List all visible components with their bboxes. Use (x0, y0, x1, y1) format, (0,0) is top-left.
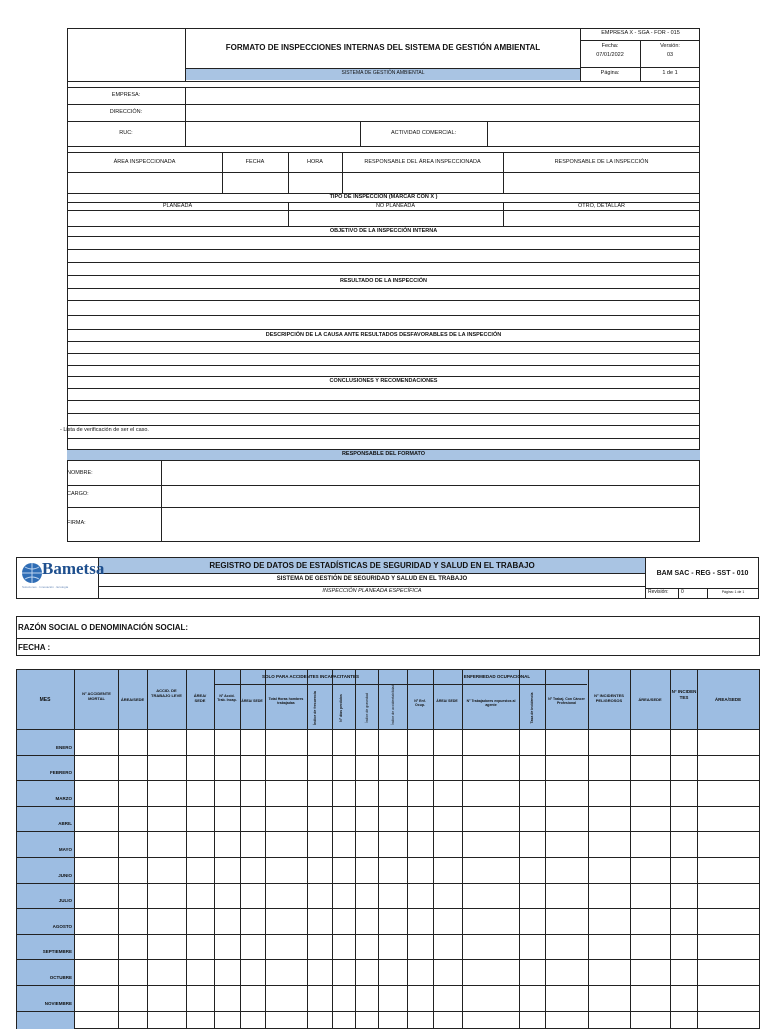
hdr-area3: ÁREA/ SEDE (241, 699, 263, 703)
grid-line (355, 669, 356, 1029)
version-value: 03 (666, 52, 674, 58)
registro-title: REGISTRO DE DATOS DE ESTADÍSTICAS DE SEGURIDAD Y SALUD EN EL TRABAJO (209, 561, 535, 570)
grid-line (118, 669, 119, 1029)
grid-line (214, 684, 587, 685)
grid-line (16, 729, 760, 730)
cargo-label: CARGO: (67, 491, 89, 497)
month-label: ABRIL (58, 821, 72, 826)
hdr-cancer: N° Trabaj. Con Cáncer Profesional (548, 697, 585, 706)
fecha-label: FECHA : (18, 643, 51, 652)
month-label: FEBRERO (49, 770, 72, 775)
grid-line (16, 857, 760, 858)
col-resp-area: RESPONSABLE DEL ÁREA INSPECCIONADA (364, 159, 481, 165)
grid-line (670, 669, 671, 1029)
grid-line (16, 831, 760, 832)
logo-text: Bametsa (42, 559, 105, 578)
grid-line (265, 669, 266, 1029)
resultado-title: RESULTADO DE LA INSPECCIÓN (340, 278, 427, 284)
hdr-area2: ÁREA/ SEDE (193, 693, 207, 703)
col-fecha: FECHA (245, 159, 265, 165)
month-label: NOVIEMBRE (44, 1001, 72, 1006)
col-area: ÁREA INSPECCIONADA (113, 159, 176, 165)
registro-subtitle: SISTEMA DE GESTIÓN DE SEGURIDAD Y SALUD EN EL TRABAJO (276, 576, 468, 582)
month-label: MARZO (55, 796, 72, 801)
empresa-label: EMPRESA: (111, 92, 141, 98)
razon-social-label: RAZÓN SOCIAL O DENOMINACIÓN SOCIAL: (18, 623, 189, 632)
hdr-enf: N° Enf. Ocup. (414, 699, 426, 708)
registro-code: BAM SAC - REG - SST - 010 (656, 570, 749, 577)
hdr-acc-incap: N° Accid. Trab. Incap. (217, 694, 237, 703)
grid-line (519, 669, 520, 1029)
grid-line (545, 669, 546, 1029)
hdr-acc-mortal: N° ACCIDENTE MORTAL (82, 691, 111, 701)
grid-line (147, 669, 148, 1029)
group-enfermedad: ENFERMEDAD OCUPACIONAL (463, 674, 531, 679)
nombre-field[interactable] (162, 462, 699, 485)
actividad-label: ACTIVIDAD COMERCIAL: (390, 130, 457, 136)
grid-line (16, 908, 760, 909)
conclusiones-title: CONCLUSIONES Y RECOMENDACIONES (329, 378, 438, 384)
month-label: JUNIO (58, 873, 72, 878)
hdr-gravedad: Índice de gravedad (365, 693, 369, 723)
hdr-incidentes: N° INCIDENTES (671, 689, 697, 700)
hdr-area4: ÁREA/ SEDE (436, 699, 458, 703)
page-value: 1 de 1 (662, 70, 678, 76)
revision-label: Revisión: (648, 589, 669, 595)
tipo-planeada: PLANEADA (162, 203, 193, 209)
date-value: 07/01/2022 (596, 52, 624, 58)
hdr-incidencia: Tasa de incidencia (530, 692, 534, 724)
month-label: AGOSTO (52, 924, 72, 929)
form-code: EMPRESA X - SGA - FOR - 015 (601, 30, 680, 36)
month-label: ENERO (55, 745, 72, 750)
col-hora: HORA (307, 159, 323, 165)
hdr-acc-leve: ACCID. DE TRABAJO LEVE (151, 688, 182, 698)
logo-tagline: Soluciones · Innovación · Ecología (22, 585, 69, 589)
grid-line (214, 669, 215, 1029)
month-label: JULIO (58, 898, 72, 903)
empresa-field[interactable] (186, 88, 699, 104)
grid-line (16, 806, 760, 807)
hdr-inc-peligrosos: N° INCIDENTES PELIGROSOS (594, 693, 624, 703)
grid-line (433, 669, 434, 1029)
hdr-area1: ÁREA/SEDE (120, 697, 145, 702)
date-label: Fecha: (601, 43, 619, 49)
grid-line (588, 669, 589, 1029)
group-accidentes: SOLO PARA ACCIDENTES INCAPACITANTES (262, 674, 359, 679)
month-label: OCTUBRE (49, 975, 72, 980)
grid-line (630, 669, 631, 1029)
company-logo (20, 559, 105, 595)
hdr-area5: ÁREA/SEDE (638, 697, 662, 702)
responsable-title: RESPONSABLE DEL FORMATO (341, 451, 426, 457)
grid-line (16, 959, 760, 960)
page-indicator: Página: 1 de 1 (721, 590, 745, 594)
tipo-no-planeada: NO PLANEADA (375, 203, 416, 209)
direccion-label: DIRECCIÓN: (109, 109, 143, 115)
globe-icon (20, 561, 44, 585)
actividad-field[interactable] (488, 122, 699, 146)
registro-subtitle2: INSPECCIÓN PLANEADA ESPECÍFICA (322, 588, 422, 594)
nombre-label: NOMBRE: (67, 470, 93, 476)
hdr-dias: N° días perdidos (339, 694, 343, 722)
hdr-area6: ÁREA/SEDE (714, 697, 742, 702)
grid-line (16, 883, 760, 884)
firma-field[interactable] (162, 508, 699, 542)
grid-line (378, 669, 379, 1029)
objetivo-title: OBJETIVO DE LA INSPECCIÓN INTERNA (329, 228, 438, 234)
hdr-frecuencia: Índice de frecuencia (313, 691, 317, 725)
grid-line (407, 669, 408, 1029)
grid-line (16, 934, 760, 935)
month-label: MAYO (58, 847, 72, 852)
grid-line (697, 669, 698, 1029)
direccion-field[interactable] (186, 105, 699, 121)
grid-line (240, 669, 241, 1029)
tipo-title: TIPO DE INSPECCIÓN (MARCAR CON X ) (329, 194, 438, 200)
grid-line (16, 780, 760, 781)
hdr-mes: MES (39, 697, 51, 703)
lista-note: - Lista de verificación de ser el caso. (60, 427, 149, 433)
grid-line (307, 669, 308, 1029)
grid-line (186, 669, 187, 1029)
version-label: Versión: (660, 43, 680, 49)
month-label: SEPTIEMBRE (42, 949, 72, 954)
cargo-field[interactable] (162, 486, 699, 507)
tipo-otro: OTRO, DETALLAR (578, 203, 625, 209)
descripcion-title: DESCRIPCIÓN DE LA CAUSA ANTE RESULTADOS DESFAVORABLES DE LA INSPECCIÓN (265, 332, 502, 338)
page-label: Página: (600, 70, 620, 76)
grid-line (74, 669, 75, 1029)
hdr-accidentabilidad: Índice de accidentabilidad (391, 684, 395, 725)
hdr-expuestos: N° Trabajadores expuestos al agente (466, 699, 516, 708)
form-subtitle: SISTEMA DE GESTIÓN AMBIENTAL (341, 70, 425, 76)
grid-line (16, 985, 760, 986)
form-title: FORMATO DE INSPECCIONES INTERNAS DEL SISTEMA DE GESTIÓN AMBIENTAL (225, 43, 541, 52)
grid-line (16, 1011, 760, 1012)
grid-line (332, 669, 333, 1029)
grid-line (16, 755, 760, 756)
grid-line (462, 669, 463, 1029)
firma-label: FIRMA: (67, 520, 86, 526)
revision-value: 0 (681, 589, 684, 595)
hdr-horas: Total Horas hombres trabajadas (268, 697, 304, 706)
col-resp-insp: RESPONSABLE DE LA INSPECCIÓN (554, 159, 649, 165)
ruc-label: RUC: (119, 130, 133, 136)
ruc-field[interactable] (186, 122, 360, 146)
